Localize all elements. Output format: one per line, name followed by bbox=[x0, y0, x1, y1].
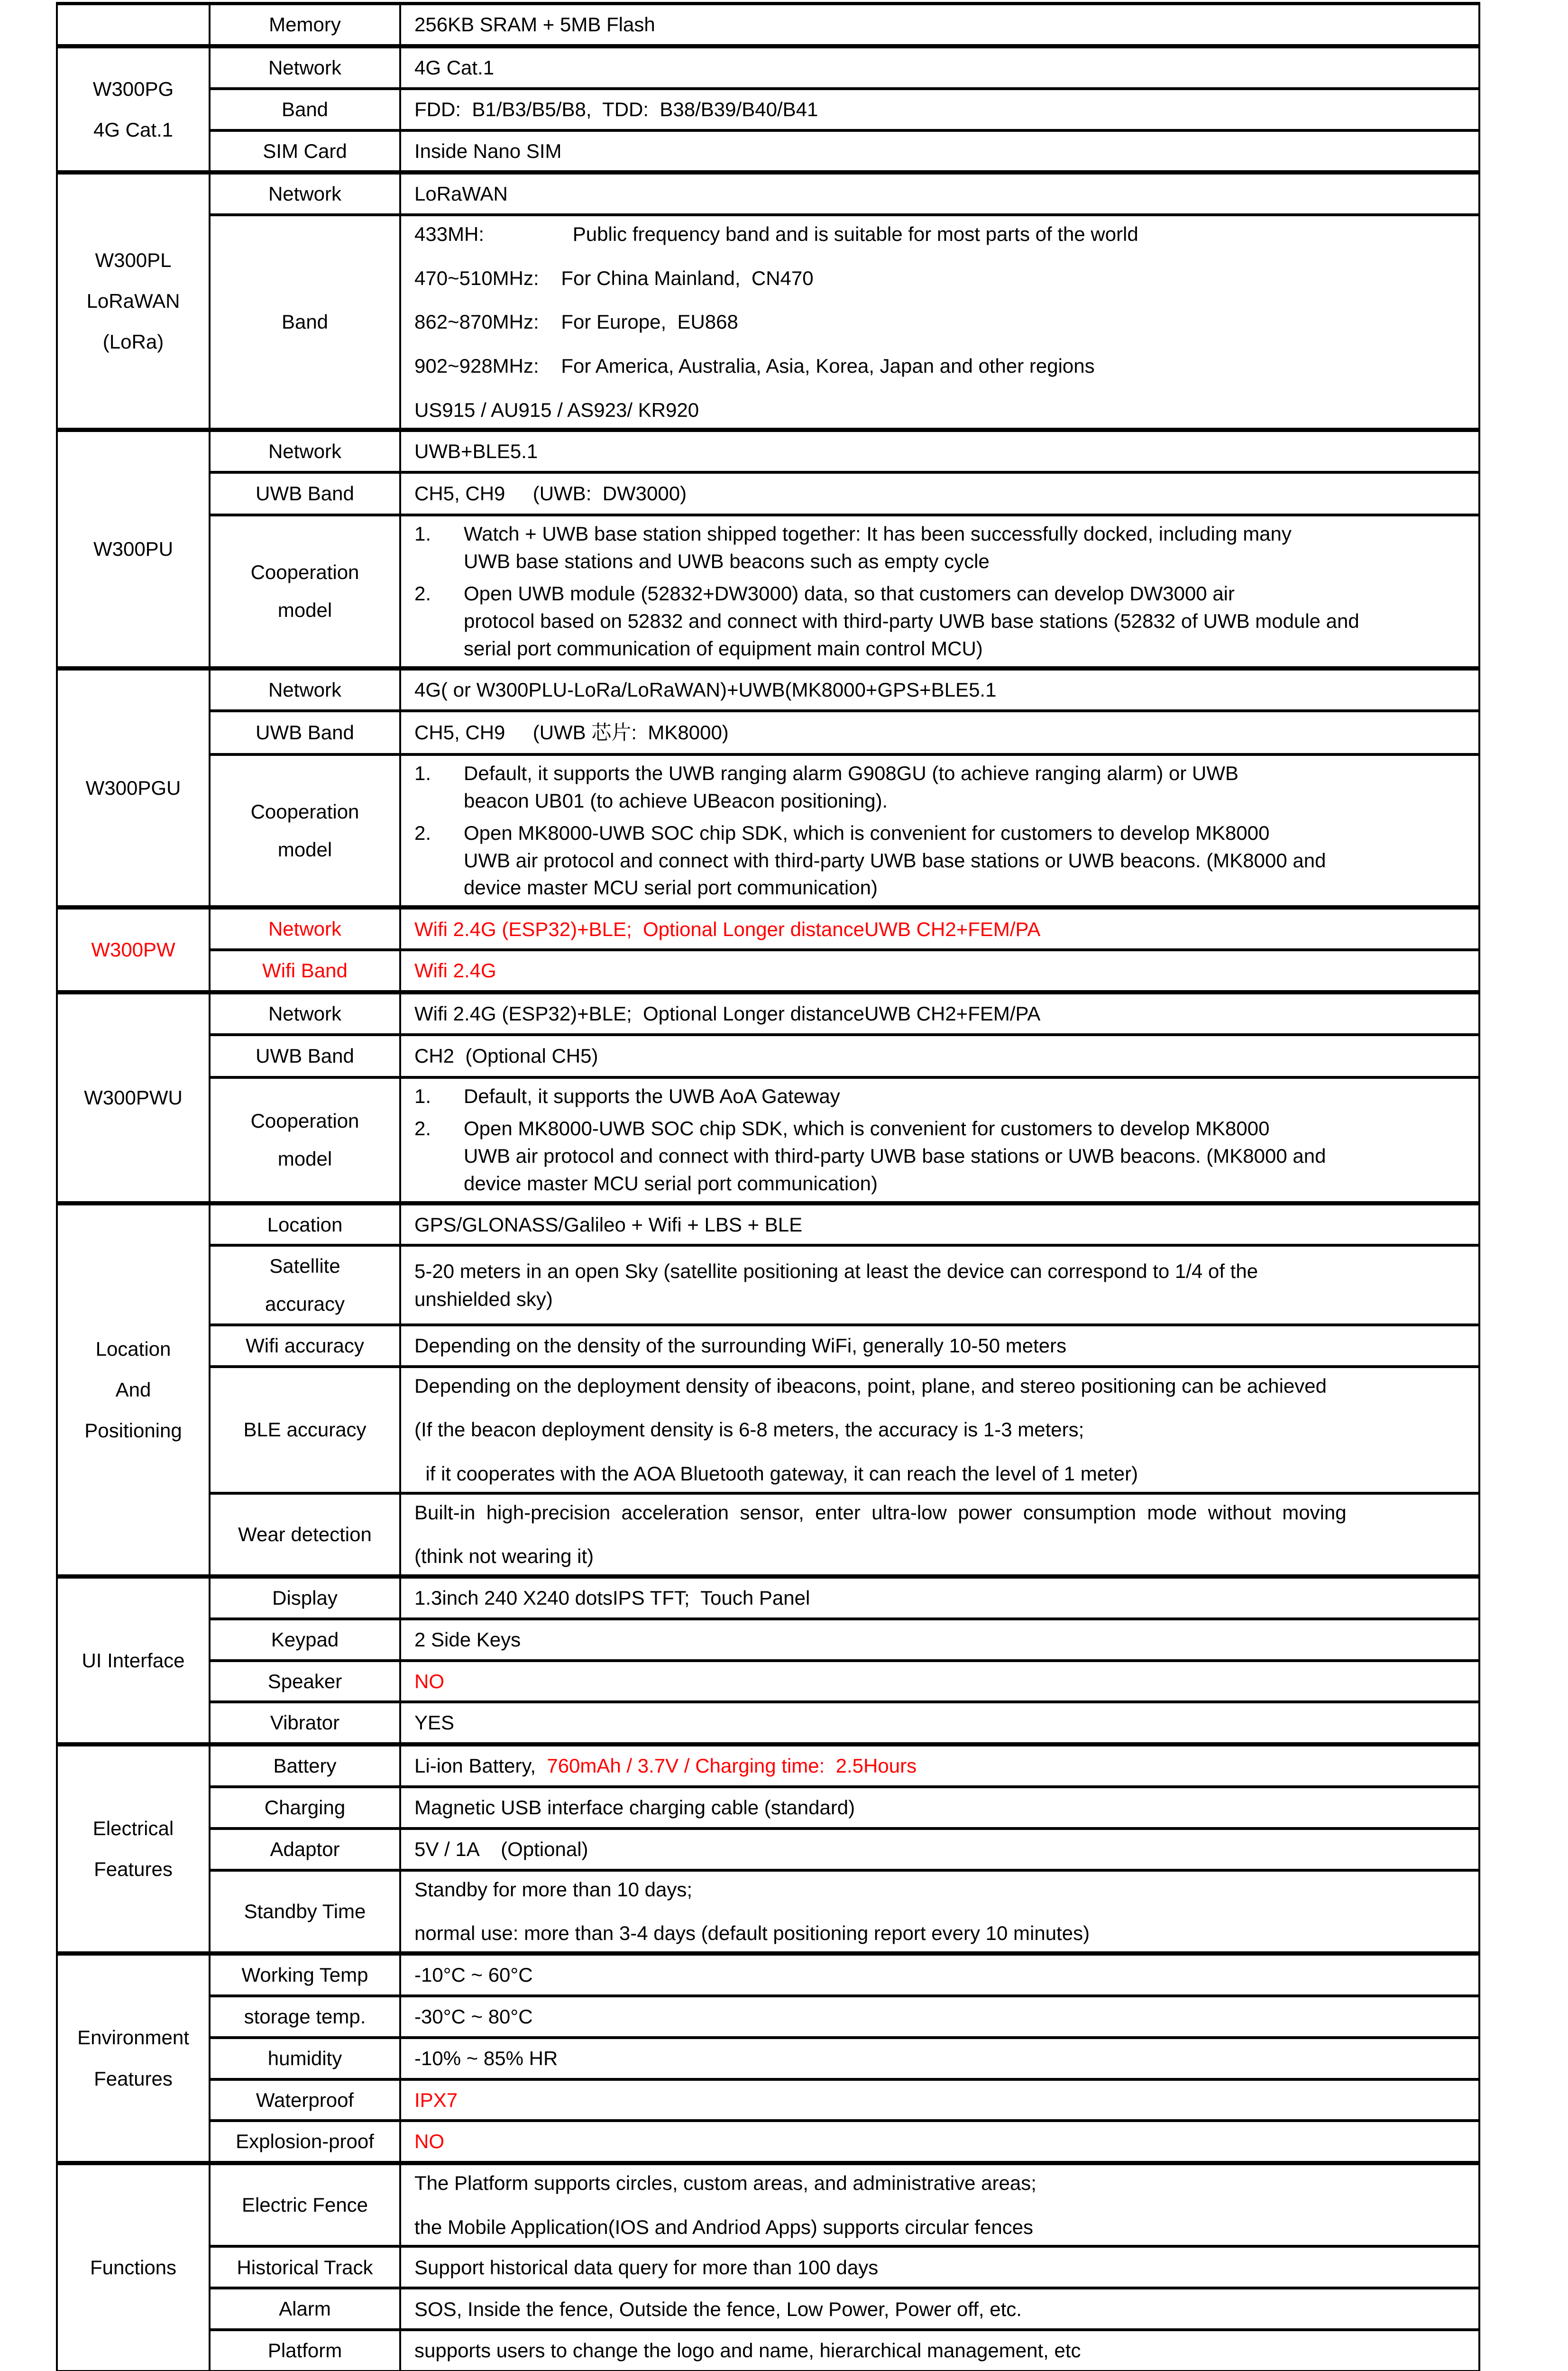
product-group-cell bbox=[57, 1576, 210, 1744]
attribute-label-line: BLE accuracy bbox=[211, 1411, 399, 1449]
attribute-label-cell bbox=[210, 1953, 400, 1995]
product-group-cell bbox=[57, 1745, 210, 1954]
spec-row bbox=[57, 1035, 1479, 1077]
spec-value-cell bbox=[400, 950, 1479, 992]
value-line: UWB air protocol and connect with third-party UWB base stations or UWB beacons. (MK8000 and bbox=[464, 1142, 1466, 1170]
spec-row bbox=[57, 472, 1479, 515]
spec-row bbox=[57, 430, 1479, 472]
spec-row bbox=[57, 711, 1479, 754]
value-line: 4G( or W300PLU-LoRa/LoRaWAN)+UWB(MK8000+GPS+BLE5.1 bbox=[414, 676, 1466, 704]
item-lines bbox=[464, 520, 1466, 575]
attribute-label-cell bbox=[210, 1745, 400, 1787]
spec-value-cell bbox=[400, 472, 1479, 515]
attribute-label-cell bbox=[210, 1619, 400, 1661]
attribute-label-cell bbox=[210, 1077, 400, 1203]
attribute-label-line: model bbox=[211, 1140, 399, 1178]
attribute-label-cell bbox=[210, 430, 400, 472]
value-line: 4G Cat.1 bbox=[414, 54, 1466, 82]
attribute-label-cell bbox=[210, 1576, 400, 1618]
spec-value-cell bbox=[400, 711, 1479, 754]
value-line: protocol based on 52832 and connect with third-party UWB base stations (52832 of UWB module and bbox=[464, 607, 1466, 635]
numbered-item bbox=[414, 819, 1466, 902]
product-group-line: W300PW bbox=[58, 929, 208, 970]
value-line: -10°C ~ 60°C bbox=[414, 1961, 1466, 1989]
spec-value-cell bbox=[400, 4, 1479, 46]
attribute-label-cell bbox=[210, 908, 400, 950]
value-line: CH5, CH9 (UWB 芯片: MK8000) bbox=[414, 718, 1466, 747]
attribute-label-cell bbox=[210, 993, 400, 1035]
attribute-label-line: UWB Band bbox=[211, 475, 399, 513]
item-lines bbox=[464, 580, 1466, 662]
attribute-label-cell bbox=[210, 515, 400, 668]
attribute-label-line: Cooperation bbox=[211, 793, 399, 831]
attribute-label-cell bbox=[210, 1702, 400, 1744]
spec-value-cell bbox=[400, 993, 1479, 1035]
value-line: UWB base stations and UWB beacons such as empty cycle bbox=[464, 548, 1466, 575]
value-line: Open MK8000-UWB SOC chip SDK, which is convenient for customers to develop MK8000 bbox=[464, 819, 1466, 847]
value-line: LoRaWAN bbox=[414, 180, 1466, 208]
spec-row bbox=[57, 515, 1479, 668]
value-line: YES bbox=[414, 1709, 1466, 1737]
value-line: UWB+BLE5.1 bbox=[414, 437, 1466, 466]
attribute-label-cell bbox=[210, 2246, 400, 2288]
spec-row bbox=[57, 130, 1479, 173]
spec-row bbox=[57, 1493, 1479, 1577]
spec-row bbox=[57, 754, 1479, 908]
spec-value-cell bbox=[400, 1576, 1479, 1618]
item-number: 1. bbox=[414, 520, 464, 575]
spec-row bbox=[57, 89, 1479, 130]
spec-row bbox=[57, 1829, 1479, 1870]
value-line: FDD: B1/B3/B5/B8, TDD: B38/B39/B40/B41 bbox=[414, 95, 1466, 124]
spec-row bbox=[57, 1702, 1479, 1744]
value-line: CH5, CH9 (UWB: DW3000) bbox=[414, 479, 1466, 508]
attribute-label-cell bbox=[210, 46, 400, 88]
spec-value-cell bbox=[400, 2121, 1479, 2163]
spec-row bbox=[57, 1661, 1479, 1702]
spec-value-cell bbox=[400, 1787, 1479, 1829]
product-group-line: Positioning bbox=[58, 1410, 208, 1451]
attribute-label-line: SIM Card bbox=[211, 132, 399, 170]
value-line: Wifi 2.4G (ESP32)+BLE; Optional Longer distanceUWB CH2+FEM/PA bbox=[414, 1000, 1466, 1028]
spec-value-cell bbox=[400, 754, 1479, 908]
product-group-cell bbox=[57, 173, 210, 430]
attribute-label-line: Cooperation bbox=[211, 553, 399, 591]
spec-row bbox=[57, 1245, 1479, 1325]
attribute-label-cell bbox=[210, 1661, 400, 1702]
attribute-label-cell bbox=[210, 2038, 400, 2079]
spec-value-cell bbox=[400, 46, 1479, 88]
spec-row bbox=[57, 950, 1479, 992]
item-number: 1. bbox=[414, 1083, 464, 1110]
spec-value-cell bbox=[400, 1035, 1479, 1077]
attribute-label-line: Speaker bbox=[211, 1663, 399, 1700]
product-group-line: W300PL bbox=[58, 240, 208, 281]
attribute-label-line: Waterproof bbox=[211, 2081, 399, 2119]
spec-row bbox=[57, 215, 1479, 430]
spec-value-cell bbox=[400, 173, 1479, 215]
attribute-label-cell bbox=[210, 2121, 400, 2163]
attribute-label-cell bbox=[210, 754, 400, 908]
attribute-label-cell bbox=[210, 1367, 400, 1493]
value-line: if it cooperates with the AOA Bluetooth gateway, it can reach the level of 1 meter) bbox=[414, 1460, 1466, 1488]
spec-row bbox=[57, 2330, 1479, 2371]
value-line: Depending on the deployment density of ibeacons, point, plane, and stereo positioning can be achieved bbox=[414, 1372, 1466, 1400]
value-line: GPS/GLONASS/Galileo + Wifi + LBS + BLE bbox=[414, 1211, 1466, 1239]
attribute-label-line: Wear detection bbox=[211, 1516, 399, 1553]
spec-row bbox=[57, 908, 1479, 950]
attribute-label-cell bbox=[210, 215, 400, 430]
value-line: beacon UB01 (to achieve UBeacon positioning). bbox=[464, 787, 1466, 815]
spec-row bbox=[57, 1077, 1479, 1203]
attribute-label-line: Display bbox=[211, 1579, 399, 1617]
attribute-label-line: Standby Time bbox=[211, 1893, 399, 1930]
value-line: serial port communication of equipment main control MCU) bbox=[464, 635, 1466, 662]
spec-value-cell bbox=[400, 1953, 1479, 1995]
spec-value-cell bbox=[400, 1829, 1479, 1870]
spec-row bbox=[57, 993, 1479, 1035]
product-group-cell bbox=[57, 908, 210, 993]
spec-row bbox=[57, 2079, 1479, 2121]
attribute-label-cell bbox=[210, 668, 400, 710]
spec-row bbox=[57, 173, 1479, 215]
attribute-label-cell bbox=[210, 2163, 400, 2247]
spec-value-cell bbox=[400, 2079, 1479, 2121]
value-line: Wifi 2.4G (ESP32)+BLE; Optional Longer distanceUWB CH2+FEM/PA bbox=[414, 915, 1466, 944]
value-line: -10% ~ 85% HR bbox=[414, 2044, 1466, 2073]
value-line: Wifi 2.4G bbox=[414, 956, 1466, 985]
value-line: (think not wearing it) bbox=[414, 1542, 1466, 1571]
spec-value-cell bbox=[400, 2246, 1479, 2288]
value-line: Magnetic USB interface charging cable (standard) bbox=[414, 1793, 1466, 1822]
attribute-label-cell bbox=[210, 173, 400, 215]
attribute-label-cell bbox=[210, 1035, 400, 1077]
attribute-label-line: Network bbox=[211, 49, 399, 87]
product-group-line: W300PU bbox=[58, 529, 208, 570]
attribute-label-line: UWB Band bbox=[211, 714, 399, 752]
product-group-line: LoRaWAN bbox=[58, 281, 208, 322]
value-line: Inside Nano SIM bbox=[414, 137, 1466, 165]
numbered-item bbox=[414, 1115, 1466, 1197]
value-line: -30°C ~ 80°C bbox=[414, 2003, 1466, 2031]
spec-table bbox=[56, 2, 1480, 2371]
spec-value-cell bbox=[400, 1077, 1479, 1203]
spec-row bbox=[57, 1576, 1479, 1618]
spec-value-cell bbox=[400, 89, 1479, 130]
attribute-label-line: Explosion-proof bbox=[211, 2123, 399, 2160]
spec-row bbox=[57, 46, 1479, 88]
value-line: 5V / 1A (Optional) bbox=[414, 1835, 1466, 1864]
spec-value-cell bbox=[400, 1661, 1479, 1702]
spec-value-cell bbox=[400, 2330, 1479, 2371]
product-group-line: 4G Cat.1 bbox=[58, 110, 208, 150]
spec-value-cell bbox=[400, 2163, 1479, 2247]
value-line: Depending on the density of the surrounding WiFi, generally 10-50 meters bbox=[414, 1332, 1466, 1360]
product-group-cell bbox=[57, 993, 210, 1204]
attribute-label-cell bbox=[210, 4, 400, 46]
item-lines bbox=[464, 819, 1466, 902]
spec-value-cell bbox=[400, 1203, 1479, 1245]
attribute-label-cell bbox=[210, 130, 400, 173]
product-group-cell bbox=[57, 4, 210, 46]
product-group-line: Electrical bbox=[58, 1808, 208, 1849]
product-group-line: Functions bbox=[58, 2247, 208, 2288]
spec-value-cell bbox=[400, 1996, 1479, 2038]
value-line: Open MK8000-UWB SOC chip SDK, which is convenient for customers to develop MK8000 bbox=[464, 1115, 1466, 1142]
attribute-label-line: UWB Band bbox=[211, 1037, 399, 1075]
attribute-label-cell bbox=[210, 1870, 400, 1954]
spec-value-cell bbox=[400, 1367, 1479, 1493]
value-line: Open UWB module (52832+DW3000) data, so that customers can develop DW3000 air bbox=[464, 580, 1466, 607]
value-line: 470~510MHz: For China Mainland, CN470 bbox=[414, 264, 1466, 293]
attribute-label-line: humidity bbox=[211, 2040, 399, 2077]
attribute-label-cell bbox=[210, 1996, 400, 2038]
spec-row bbox=[57, 4, 1479, 46]
spec-value-cell bbox=[400, 1745, 1479, 1787]
item-number: 2. bbox=[414, 580, 464, 662]
product-group-cell bbox=[57, 1953, 210, 2163]
attribute-label-cell bbox=[210, 89, 400, 130]
item-number: 2. bbox=[414, 1115, 464, 1197]
value-line: Support historical data query for more than 100 days bbox=[414, 2253, 1466, 2282]
attribute-label-line: Electric Fence bbox=[211, 2186, 399, 2224]
value-line: normal use: more than 3-4 days (default positioning report every 10 minutes) bbox=[414, 1919, 1466, 1948]
spec-value-cell bbox=[400, 908, 1479, 950]
value-line: unshielded sky) bbox=[414, 1285, 1466, 1314]
value-line: NO bbox=[414, 2127, 1466, 2156]
attribute-label-line: storage temp. bbox=[211, 1998, 399, 2036]
spec-value-cell bbox=[400, 668, 1479, 710]
attribute-label-line: Working Temp bbox=[211, 1956, 399, 1994]
value-line bbox=[414, 1752, 1466, 1780]
item-number: 1. bbox=[414, 760, 464, 815]
attribute-label-line: Alarm bbox=[211, 2290, 399, 2328]
spec-document bbox=[56, 2, 1480, 2371]
value-segment: 760mAh / 3.7V / Charging time: 2.5Hours bbox=[547, 1755, 917, 1777]
spec-row bbox=[57, 2163, 1479, 2247]
spec-row bbox=[57, 1367, 1479, 1493]
attribute-label-line: Charging bbox=[211, 1789, 399, 1827]
item-lines bbox=[464, 760, 1466, 815]
spec-value-cell bbox=[400, 1702, 1479, 1744]
value-line: 1.3inch 240 X240 dotsIPS TFT; Touch Panel bbox=[414, 1584, 1466, 1612]
attribute-label-line: Band bbox=[211, 91, 399, 129]
attribute-label-cell bbox=[210, 472, 400, 515]
value-line: Standby for more than 10 days; bbox=[414, 1875, 1466, 1904]
attribute-label-cell bbox=[210, 2079, 400, 2121]
value-line: supports users to change the logo and name, hierarchical management, etc bbox=[414, 2336, 1466, 2365]
value-line: 2 Side Keys bbox=[414, 1626, 1466, 1654]
attribute-label-cell bbox=[210, 711, 400, 754]
spec-row bbox=[57, 2246, 1479, 2288]
spec-value-cell bbox=[400, 1493, 1479, 1577]
value-line: UWB air protocol and connect with third-party UWB base stations or UWB beacons. (MK8000 and bbox=[464, 847, 1466, 874]
product-group-cell bbox=[57, 1203, 210, 1576]
attribute-label-cell bbox=[210, 2288, 400, 2330]
spec-value-cell bbox=[400, 215, 1479, 430]
attribute-label-line: Network bbox=[211, 432, 399, 470]
spec-value-cell bbox=[400, 1245, 1479, 1325]
spec-row bbox=[57, 1787, 1479, 1829]
product-group-line: Location bbox=[58, 1329, 208, 1369]
attribute-label-line: Battery bbox=[211, 1747, 399, 1785]
attribute-label-line: Historical Track bbox=[211, 2249, 399, 2287]
spec-row bbox=[57, 1619, 1479, 1661]
attribute-label-line: Band bbox=[211, 303, 399, 341]
spec-value-cell bbox=[400, 1619, 1479, 1661]
attribute-label-line: Satellite bbox=[211, 1247, 399, 1285]
product-group-cell bbox=[57, 46, 210, 173]
attribute-label-line: Wifi accuracy bbox=[211, 1327, 399, 1365]
spec-value-cell bbox=[400, 1325, 1479, 1367]
numbered-item bbox=[414, 580, 1466, 662]
value-line: CH2 (Optional CH5) bbox=[414, 1042, 1466, 1070]
attribute-label-cell bbox=[210, 1493, 400, 1577]
value-line: Default, it supports the UWB ranging alarm G908GU (to achieve ranging alarm) or UWB bbox=[464, 760, 1466, 787]
attribute-label-cell bbox=[210, 1829, 400, 1870]
product-group-cell bbox=[57, 2163, 210, 2371]
attribute-label-line: Vibrator bbox=[211, 1704, 399, 1742]
spec-value-cell bbox=[400, 515, 1479, 668]
value-line: (If the beacon deployment density is 6-8 meters, the accuracy is 1-3 meters; bbox=[414, 1415, 1466, 1444]
product-group-line: W300PGU bbox=[58, 768, 208, 809]
attribute-label-cell bbox=[210, 1245, 400, 1325]
spec-value-cell bbox=[400, 130, 1479, 173]
spec-value-cell bbox=[400, 2288, 1479, 2330]
value-line: Default, it supports the UWB AoA Gateway bbox=[464, 1083, 1466, 1110]
item-number: 2. bbox=[414, 819, 464, 902]
product-group-line: And bbox=[58, 1369, 208, 1410]
attribute-label-line: Keypad bbox=[211, 1621, 399, 1659]
spec-row bbox=[57, 668, 1479, 710]
attribute-label-cell bbox=[210, 1203, 400, 1245]
value-line: SOS, Inside the fence, Outside the fence, Low Power, Power off, etc. bbox=[414, 2295, 1466, 2324]
spec-row bbox=[57, 1325, 1479, 1367]
spec-row bbox=[57, 2038, 1479, 2079]
spec-value-cell bbox=[400, 2038, 1479, 2079]
spec-row bbox=[57, 1953, 1479, 1995]
attribute-label-line: Network bbox=[211, 671, 399, 709]
numbered-item bbox=[414, 1083, 1466, 1110]
attribute-label-line: Memory bbox=[211, 6, 399, 44]
value-line: Built-in high-precision acceleration sensor, enter ultra-low power consumption mode without moving bbox=[414, 1498, 1466, 1527]
attribute-label-line: Adaptor bbox=[211, 1830, 399, 1868]
attribute-label-line: Network bbox=[211, 995, 399, 1033]
attribute-label-line: model bbox=[211, 831, 399, 869]
product-group-line: W300PWU bbox=[58, 1077, 208, 1118]
value-line: 5-20 meters in an open Sky (satellite positioning at least the device can correspond to 1/4 of the bbox=[414, 1257, 1466, 1286]
item-lines bbox=[464, 1115, 1466, 1197]
attribute-label-line: Wifi Band bbox=[211, 952, 399, 990]
value-line: device master MCU serial port communication) bbox=[464, 874, 1466, 901]
attribute-label-line: Platform bbox=[211, 2332, 399, 2370]
value-line: 902~928MHz: For America, Australia, Asia, Korea, Japan and other regions bbox=[414, 352, 1466, 380]
spec-value-cell bbox=[400, 1870, 1479, 1954]
attribute-label-cell bbox=[210, 1325, 400, 1367]
attribute-label-line: model bbox=[211, 591, 399, 629]
value-line: IPX7 bbox=[414, 2086, 1466, 2114]
spec-row bbox=[57, 2288, 1479, 2330]
spec-row bbox=[57, 1870, 1479, 1954]
product-group-line: Features bbox=[58, 2059, 208, 2099]
attribute-label-cell bbox=[210, 950, 400, 992]
numbered-item bbox=[414, 520, 1466, 575]
value-line: 433MH: Public frequency band and is suitable for most parts of the world bbox=[414, 220, 1466, 248]
spec-row bbox=[57, 1745, 1479, 1787]
product-group-line: W300PG bbox=[58, 69, 208, 110]
attribute-label-line: accuracy bbox=[211, 1285, 399, 1323]
attribute-label-line: Location bbox=[211, 1206, 399, 1244]
spec-table-body bbox=[57, 4, 1479, 2371]
value-line: 256KB SRAM + 5MB Flash bbox=[414, 10, 1466, 39]
value-line: 862~870MHz: For Europe, EU868 bbox=[414, 308, 1466, 336]
attribute-label-line: Network bbox=[211, 175, 399, 213]
product-group-line: (LoRa) bbox=[58, 322, 208, 362]
product-group-line: UI Interface bbox=[58, 1640, 208, 1681]
attribute-label-line: Network bbox=[211, 910, 399, 948]
value-line: the Mobile Application(IOS and Andriod Apps) supports circular fences bbox=[414, 2213, 1466, 2242]
product-group-cell bbox=[57, 668, 210, 908]
item-lines bbox=[464, 1083, 1466, 1110]
attribute-label-line: Cooperation bbox=[211, 1102, 399, 1140]
attribute-label-cell bbox=[210, 2330, 400, 2371]
product-group-line: Environment bbox=[58, 2017, 208, 2058]
product-group-cell bbox=[57, 430, 210, 669]
spec-row bbox=[57, 1996, 1479, 2038]
value-segment: Li-ion Battery, bbox=[414, 1755, 547, 1777]
attribute-label-cell bbox=[210, 1787, 400, 1829]
product-group-line: Features bbox=[58, 1849, 208, 1890]
value-line: Watch + UWB base station shipped together: It has been successfully docked, including many bbox=[464, 520, 1466, 548]
spec-row bbox=[57, 2121, 1479, 2163]
spec-value-cell bbox=[400, 430, 1479, 472]
value-line: US915 / AU915 / AS923/ KR920 bbox=[414, 396, 1466, 424]
numbered-item bbox=[414, 760, 1466, 815]
value-line: The Platform supports circles, custom areas, and administrative areas; bbox=[414, 2169, 1466, 2197]
value-line: device master MCU serial port communication) bbox=[464, 1170, 1466, 1197]
spec-row bbox=[57, 1203, 1479, 1245]
value-line: NO bbox=[414, 1667, 1466, 1696]
